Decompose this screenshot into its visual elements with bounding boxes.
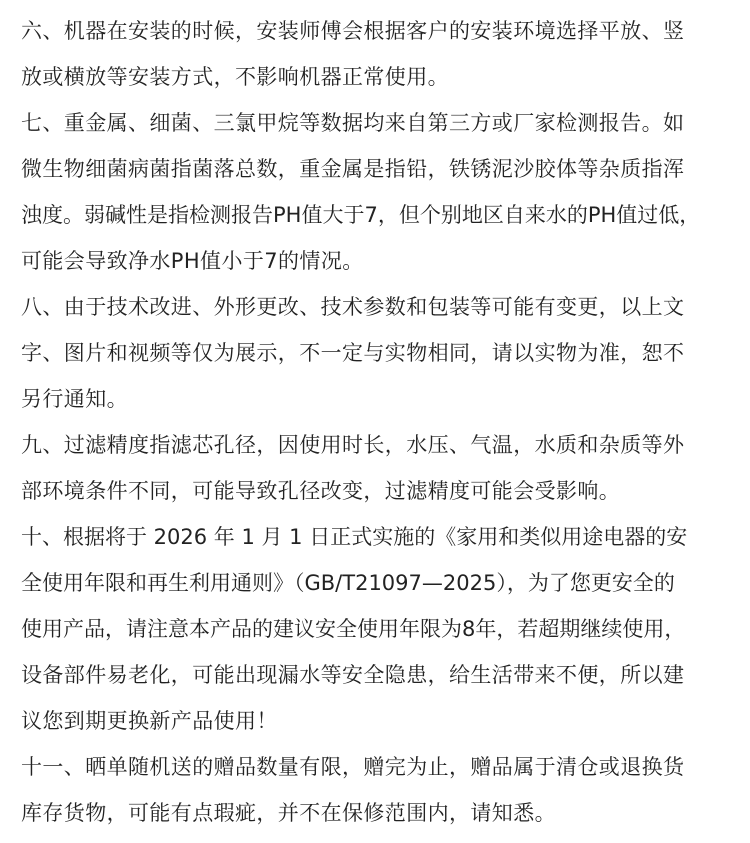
notice-item-11 [21,744,733,836]
notice-line: 库存货物，可能有点瑕疵，并不在保修范围内，请知悉。 [21,801,556,825]
notice-item-7 [21,100,733,284]
notice-item-6 [21,8,733,100]
notice-line: 使用产品，请注意本产品的建议安全使用年限为8年，若超期继续使用， [21,617,686,641]
notice-item-8 [21,284,733,422]
notice-line: 部环境条件不同，可能导致孔径改变，过滤精度可能会受影响。 [21,479,621,503]
notice-line: 可能会导致净水PH值小于7的情况。 [21,249,364,273]
notice-line: 十、根据将于 2026 年 1 月 1 日正式实施的《家用和类似用途电器的安 [21,525,688,549]
notice-line: 九、过滤精度指滤芯孔径，因使用时长，水压、气温，水质和杂质等外 [21,433,685,457]
notice-line: 字、图片和视频等仅为展示，不一定与实物相同，请以实物为准，恕不 [21,341,685,365]
notice-line: 浊度。弱碱性是指检测报告PH值大于7，但个别地区自来水的PH值过低， [21,203,701,227]
notice-line: 放或横放等安装方式，不影响机器正常使用。 [21,65,449,89]
notice-line: 八、由于技术改进、外形更改、技术参数和包装等可能有变更，以上文 [21,295,685,319]
notice-line: 议您到期更换新产品使用！ [21,709,278,733]
notice-line: 十一、晒单随机送的赠品数量有限，赠完为止，赠品属于清仓或退换货 [21,755,685,779]
notice-line: 微生物细菌病菌指菌落总数，重金属是指铅，铁锈泥沙胶体等杂质指浑 [21,157,685,181]
notice-line: 另行通知。 [21,387,128,411]
notice-line: 全使用年限和再生利用通则》（GB/T21097—2025），为了您更安全的 [21,571,675,595]
notice-line: 六、机器在安装的时候，安装师傅会根据客户的安装环境选择平放、竖 [21,19,685,43]
notice-line: 设备部件易老化，可能出现漏水等安全隐患，给生活带来不便，所以建 [21,663,685,687]
product-notice [21,8,733,836]
notice-item-10 [21,514,733,744]
notice-line: 七、重金属、细菌、三氯甲烷等数据均来自第三方或厂家检测报告。如 [21,111,685,135]
notice-item-9 [21,422,733,514]
